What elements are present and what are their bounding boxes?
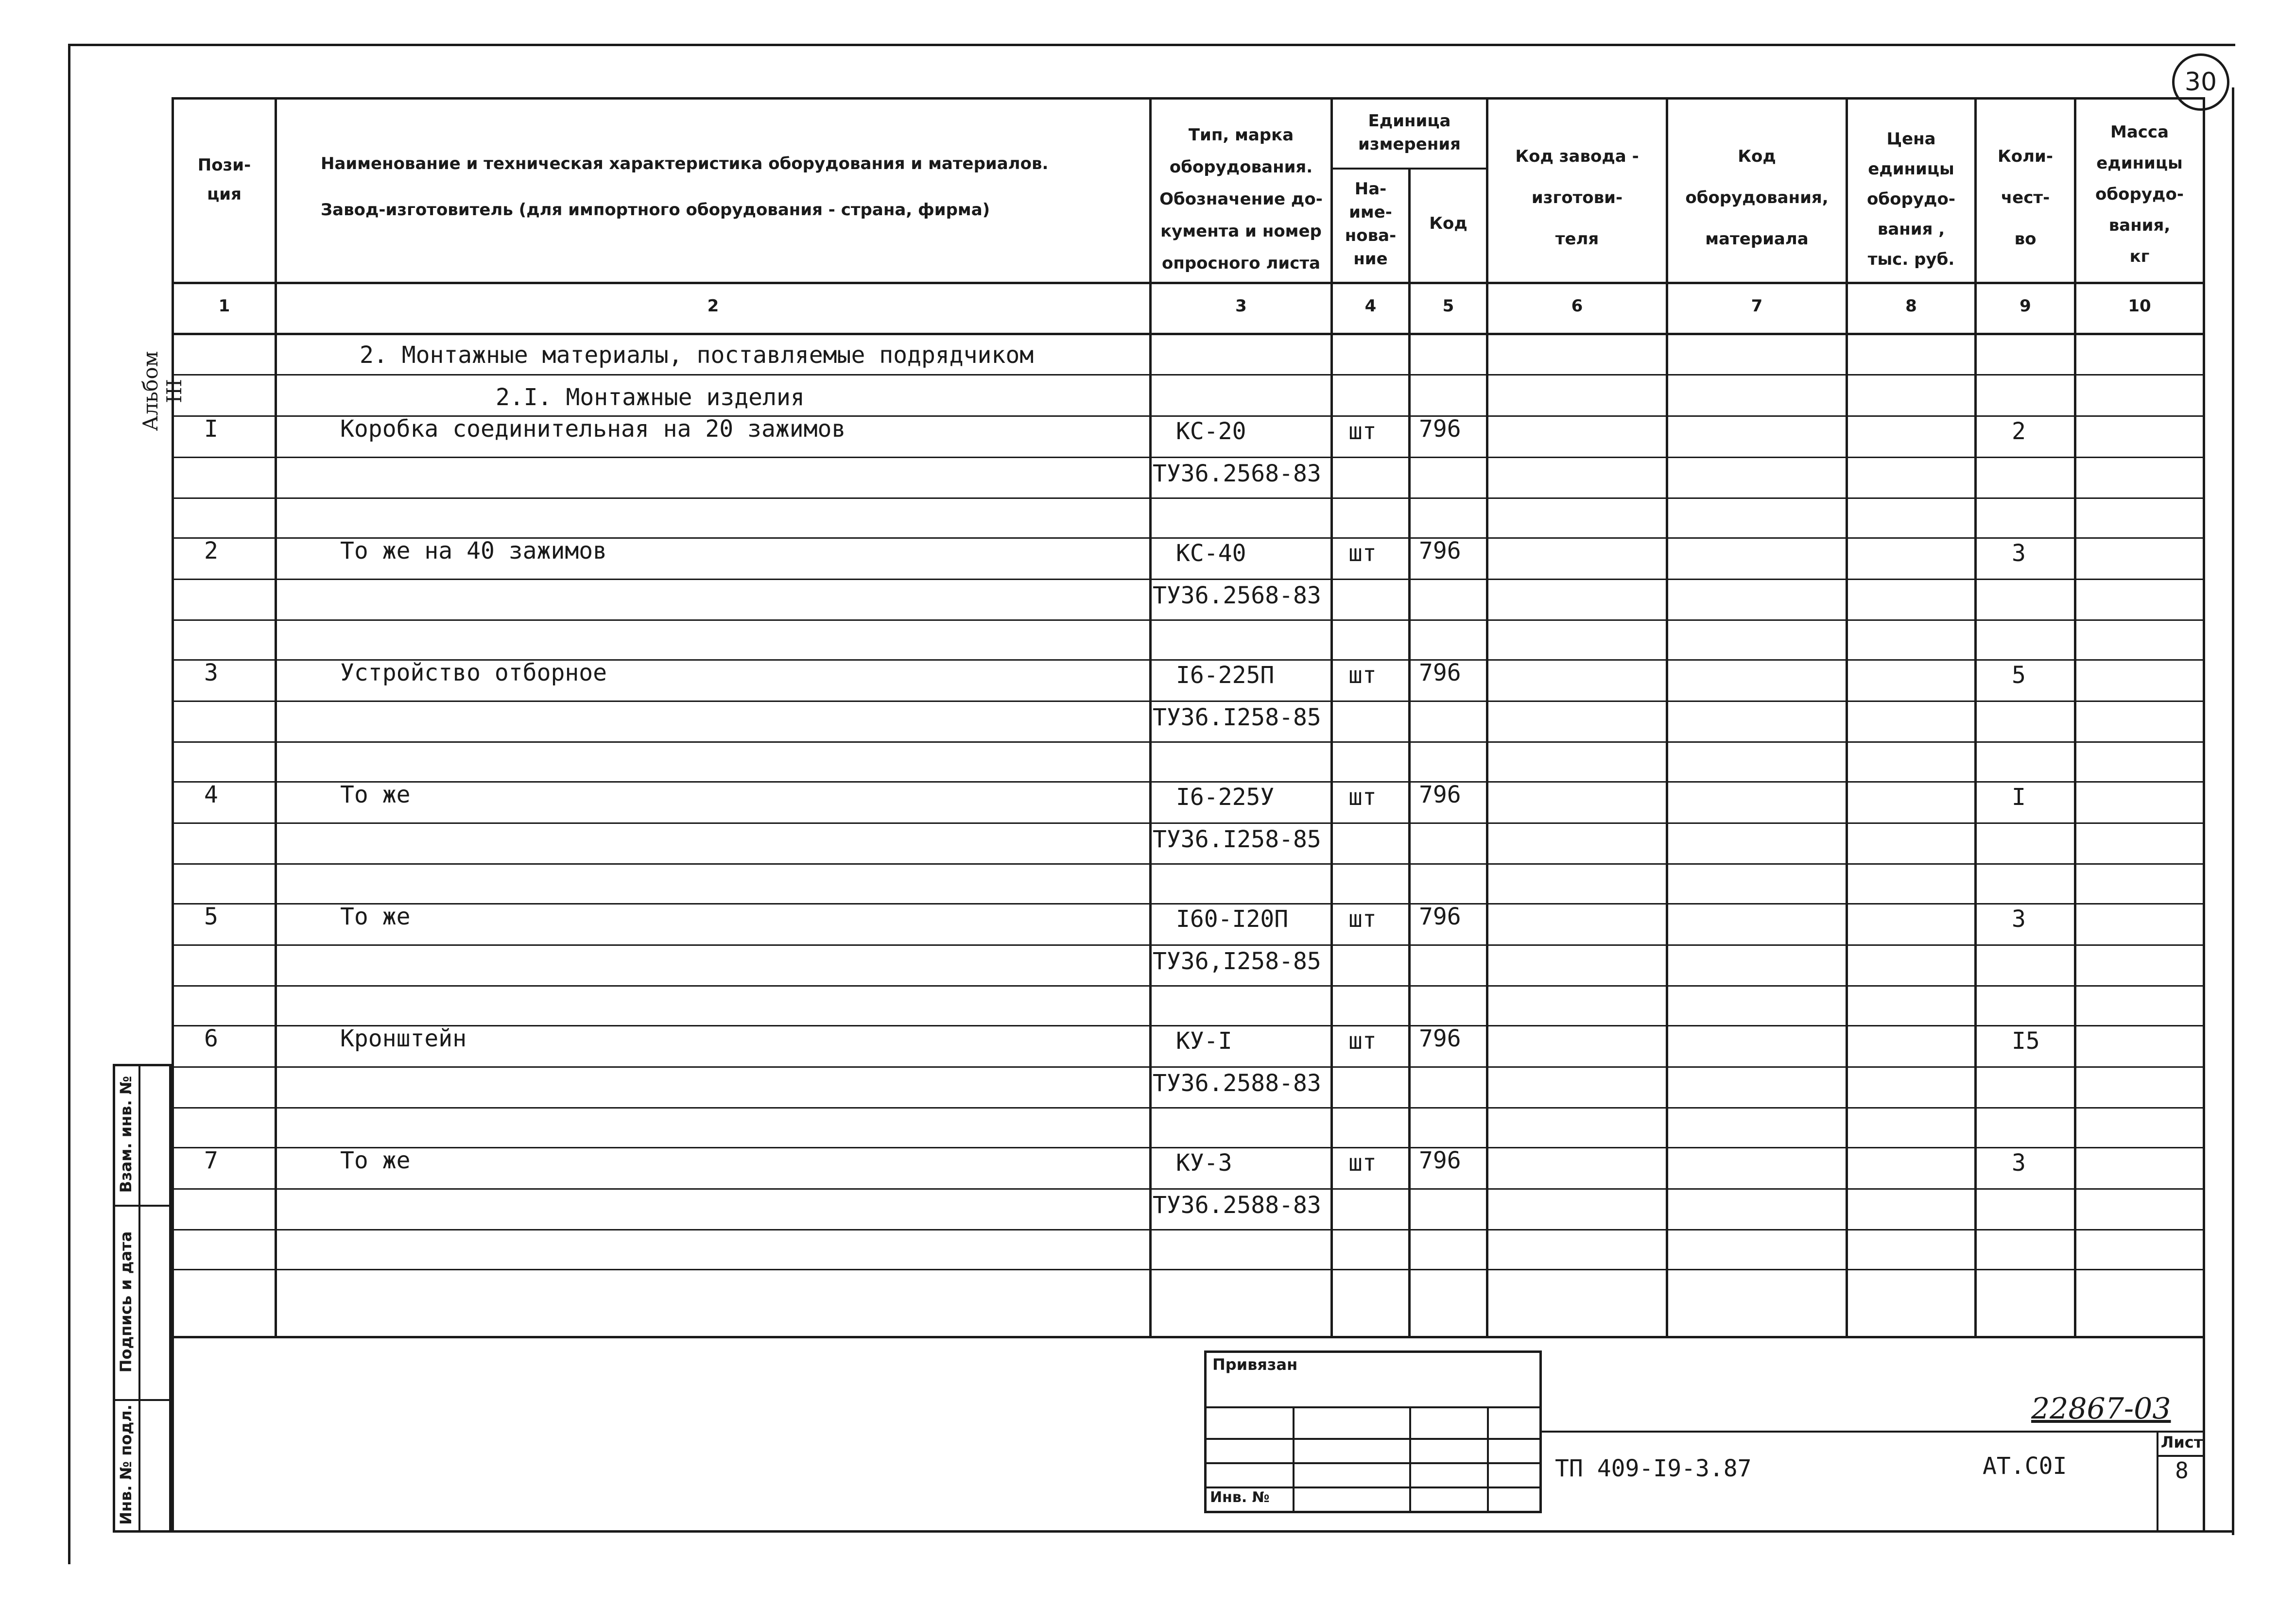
frame-bottom bbox=[114, 1530, 2234, 1533]
linked-h2 bbox=[1204, 1438, 1542, 1440]
col-line-7 bbox=[1846, 97, 1848, 1338]
row-line bbox=[172, 1066, 2205, 1068]
row-name: Устройство отборное bbox=[340, 659, 607, 686]
row-line bbox=[172, 1188, 2205, 1190]
col-line-9 bbox=[2074, 97, 2076, 1338]
row-type: I6-225П bbox=[1176, 662, 1275, 689]
row-line bbox=[172, 822, 2205, 824]
row-name: То же bbox=[340, 781, 411, 808]
row-quantity: I bbox=[2012, 784, 2026, 811]
row-doc: ТУ36.I258-85 bbox=[1153, 704, 1321, 731]
colnum-4: 4 bbox=[1364, 296, 1377, 316]
frame-left bbox=[68, 44, 70, 1564]
sheet-label: Лист bbox=[2160, 1433, 2203, 1452]
header-col3: Тип, марка оборудования. Обозначение до- кумента и номер опросного листа bbox=[1159, 125, 1323, 273]
row-line bbox=[172, 1107, 2205, 1109]
section-title: 2. Монтажные материалы, поставляемые подрядчиком bbox=[360, 342, 1034, 369]
row-line bbox=[172, 903, 2205, 905]
row-line bbox=[172, 374, 2205, 376]
row-quantity: 2 bbox=[2012, 418, 2026, 445]
row-line bbox=[172, 1269, 2205, 1270]
side-vzam: Взам. инв. № bbox=[117, 1076, 135, 1193]
row-doc: ТУ36.2588-83 bbox=[1153, 1192, 1321, 1219]
row-line bbox=[172, 1025, 2205, 1026]
row-position: 3 bbox=[204, 659, 218, 686]
header-col8: Цена единицы оборудо- вания , тыс. руб. bbox=[1867, 129, 1955, 269]
linked-h1 bbox=[1204, 1406, 1542, 1408]
header-col10: Масса единицы оборудо- вания, кг bbox=[2095, 122, 2184, 266]
row-quantity: 5 bbox=[2012, 662, 2026, 689]
colnum-3: 3 bbox=[1235, 296, 1247, 316]
row-position: 4 bbox=[204, 781, 218, 808]
row-line bbox=[172, 944, 2205, 946]
row-type: КС-20 bbox=[1176, 418, 1246, 445]
sheet-box-mid bbox=[2157, 1455, 2205, 1457]
row-line bbox=[172, 457, 2205, 458]
sheet-number: 8 bbox=[2175, 1457, 2189, 1484]
row-quantity: 3 bbox=[2012, 1149, 2026, 1177]
linked-v2 bbox=[1409, 1406, 1411, 1513]
row-line bbox=[172, 579, 2205, 580]
number-row-bottom bbox=[172, 333, 2205, 335]
row-quantity: 3 bbox=[2012, 540, 2026, 567]
row-unit: шт bbox=[1348, 540, 1377, 567]
row-unit: шт bbox=[1348, 906, 1377, 933]
row-position: 5 bbox=[204, 903, 218, 930]
table-top bbox=[172, 97, 2205, 100]
row-position: 6 bbox=[204, 1025, 218, 1052]
row-code: 796 bbox=[1419, 781, 1461, 808]
header-unit-group: Единица измерения bbox=[1358, 111, 1461, 154]
row-name: То же bbox=[340, 1147, 411, 1174]
sheet-box-left bbox=[2157, 1431, 2158, 1533]
row-code: 796 bbox=[1419, 659, 1461, 686]
row-line bbox=[172, 1229, 2205, 1230]
col-line-4 bbox=[1408, 168, 1411, 1338]
row-position: 2 bbox=[204, 537, 218, 564]
row-line bbox=[172, 985, 2205, 987]
row-line bbox=[172, 781, 2205, 783]
row-doc: ТУ36.2568-83 bbox=[1153, 460, 1321, 487]
doc-code: ТП 409-I9-3.87 bbox=[1555, 1455, 1752, 1482]
colnum-10: 10 bbox=[2128, 296, 2151, 316]
inv-no-label: Инв. № bbox=[1210, 1489, 1270, 1506]
col-line-5 bbox=[1486, 97, 1488, 1338]
row-doc: ТУ36,I258-85 bbox=[1153, 948, 1321, 975]
row-position: I bbox=[204, 415, 218, 443]
row-name: Коробка соединительная на 20 зажимов bbox=[340, 415, 846, 443]
linked-v1 bbox=[1293, 1406, 1295, 1513]
subsection-title: 2.I. Монтажные изделия bbox=[496, 384, 805, 411]
col-line-2 bbox=[1149, 97, 1152, 1338]
col-line-1 bbox=[275, 97, 277, 1338]
header-col4: На- име- нова- ние bbox=[1345, 179, 1397, 269]
title-top-line bbox=[1542, 1431, 2205, 1433]
row-type: КУ-3 bbox=[1176, 1149, 1232, 1177]
header-col2: Наименование и техническая характеристика оборудования и материалов. Завод-изготовитель (для импортного оборудования - страна, фирма) bbox=[321, 154, 1049, 220]
row-quantity: I5 bbox=[2012, 1027, 2040, 1055]
side-inv-podl: Инв. № подл. bbox=[117, 1404, 135, 1525]
table-right bbox=[2203, 97, 2205, 1530]
sheet-badge: 30 bbox=[2172, 53, 2229, 111]
header-col9: Коли- чест- во bbox=[1998, 147, 2053, 249]
row-code: 796 bbox=[1419, 1025, 1461, 1052]
row-type: I6-225У bbox=[1176, 784, 1275, 811]
row-code: 796 bbox=[1419, 1147, 1461, 1174]
side-podpis: Подпись и дата bbox=[117, 1231, 135, 1373]
row-unit: шт bbox=[1348, 784, 1377, 811]
row-position: 7 bbox=[204, 1147, 218, 1174]
linked-label: Привязан bbox=[1212, 1355, 1298, 1374]
header-col6: Код завода - изготови- теля bbox=[1515, 147, 1639, 249]
row-quantity: 3 bbox=[2012, 906, 2026, 933]
header-col1: Пози- ция bbox=[197, 155, 251, 204]
colnum-5: 5 bbox=[1442, 296, 1454, 316]
colnum-9: 9 bbox=[2020, 296, 2031, 316]
colnum-6: 6 bbox=[1571, 296, 1583, 316]
header-col5: Код bbox=[1429, 214, 1467, 233]
header-bottom bbox=[172, 282, 2205, 284]
col-line-8 bbox=[1974, 97, 1977, 1338]
handwritten-number: 22867-03 bbox=[2031, 1392, 2171, 1426]
colnum-8: 8 bbox=[1905, 296, 1917, 316]
row-line bbox=[172, 741, 2205, 743]
row-unit: шт bbox=[1348, 1149, 1377, 1177]
row-line bbox=[172, 497, 2205, 499]
frame-top bbox=[68, 44, 2235, 46]
row-code: 796 bbox=[1419, 903, 1461, 930]
row-code: 796 bbox=[1419, 415, 1461, 443]
linked-v3 bbox=[1487, 1406, 1489, 1513]
row-line bbox=[172, 619, 2205, 621]
header-col7: Код оборудования, материала bbox=[1685, 147, 1829, 249]
linked-h4 bbox=[1204, 1486, 1542, 1488]
row-unit: шт bbox=[1348, 1027, 1377, 1055]
row-line bbox=[172, 700, 2205, 702]
row-line bbox=[172, 863, 2205, 865]
colnum-2: 2 bbox=[707, 296, 719, 316]
row-type: КС-40 bbox=[1176, 540, 1246, 567]
col-line-6 bbox=[1666, 97, 1668, 1338]
colnum-1: 1 bbox=[218, 296, 230, 316]
frame-right bbox=[2232, 87, 2234, 1535]
row-line bbox=[172, 1147, 2205, 1148]
row-name: То же bbox=[340, 903, 411, 930]
colnum-7: 7 bbox=[1751, 296, 1763, 316]
col-line-3 bbox=[1330, 97, 1333, 1338]
row-doc: ТУ36.2568-83 bbox=[1153, 582, 1321, 609]
row-name: То же на 40 зажимов bbox=[340, 537, 607, 564]
doc-mark: АТ.С0I bbox=[1983, 1452, 2067, 1480]
row-doc: ТУ36.I258-85 bbox=[1153, 826, 1321, 853]
row-code: 796 bbox=[1419, 537, 1461, 564]
album-label: Альбом III bbox=[138, 351, 186, 431]
row-unit: шт bbox=[1348, 418, 1377, 445]
body-bottom bbox=[172, 1336, 2205, 1338]
row-type: I60-I20П bbox=[1176, 906, 1289, 933]
row-doc: ТУ36.2588-83 bbox=[1153, 1070, 1321, 1097]
row-name: Кронштейн bbox=[340, 1025, 467, 1052]
linked-h3 bbox=[1204, 1462, 1542, 1464]
side-stamp-divider bbox=[138, 1064, 140, 1533]
row-type: КУ-I bbox=[1176, 1027, 1232, 1055]
unit-group-line bbox=[1330, 168, 1488, 170]
row-unit: шт bbox=[1348, 662, 1377, 689]
